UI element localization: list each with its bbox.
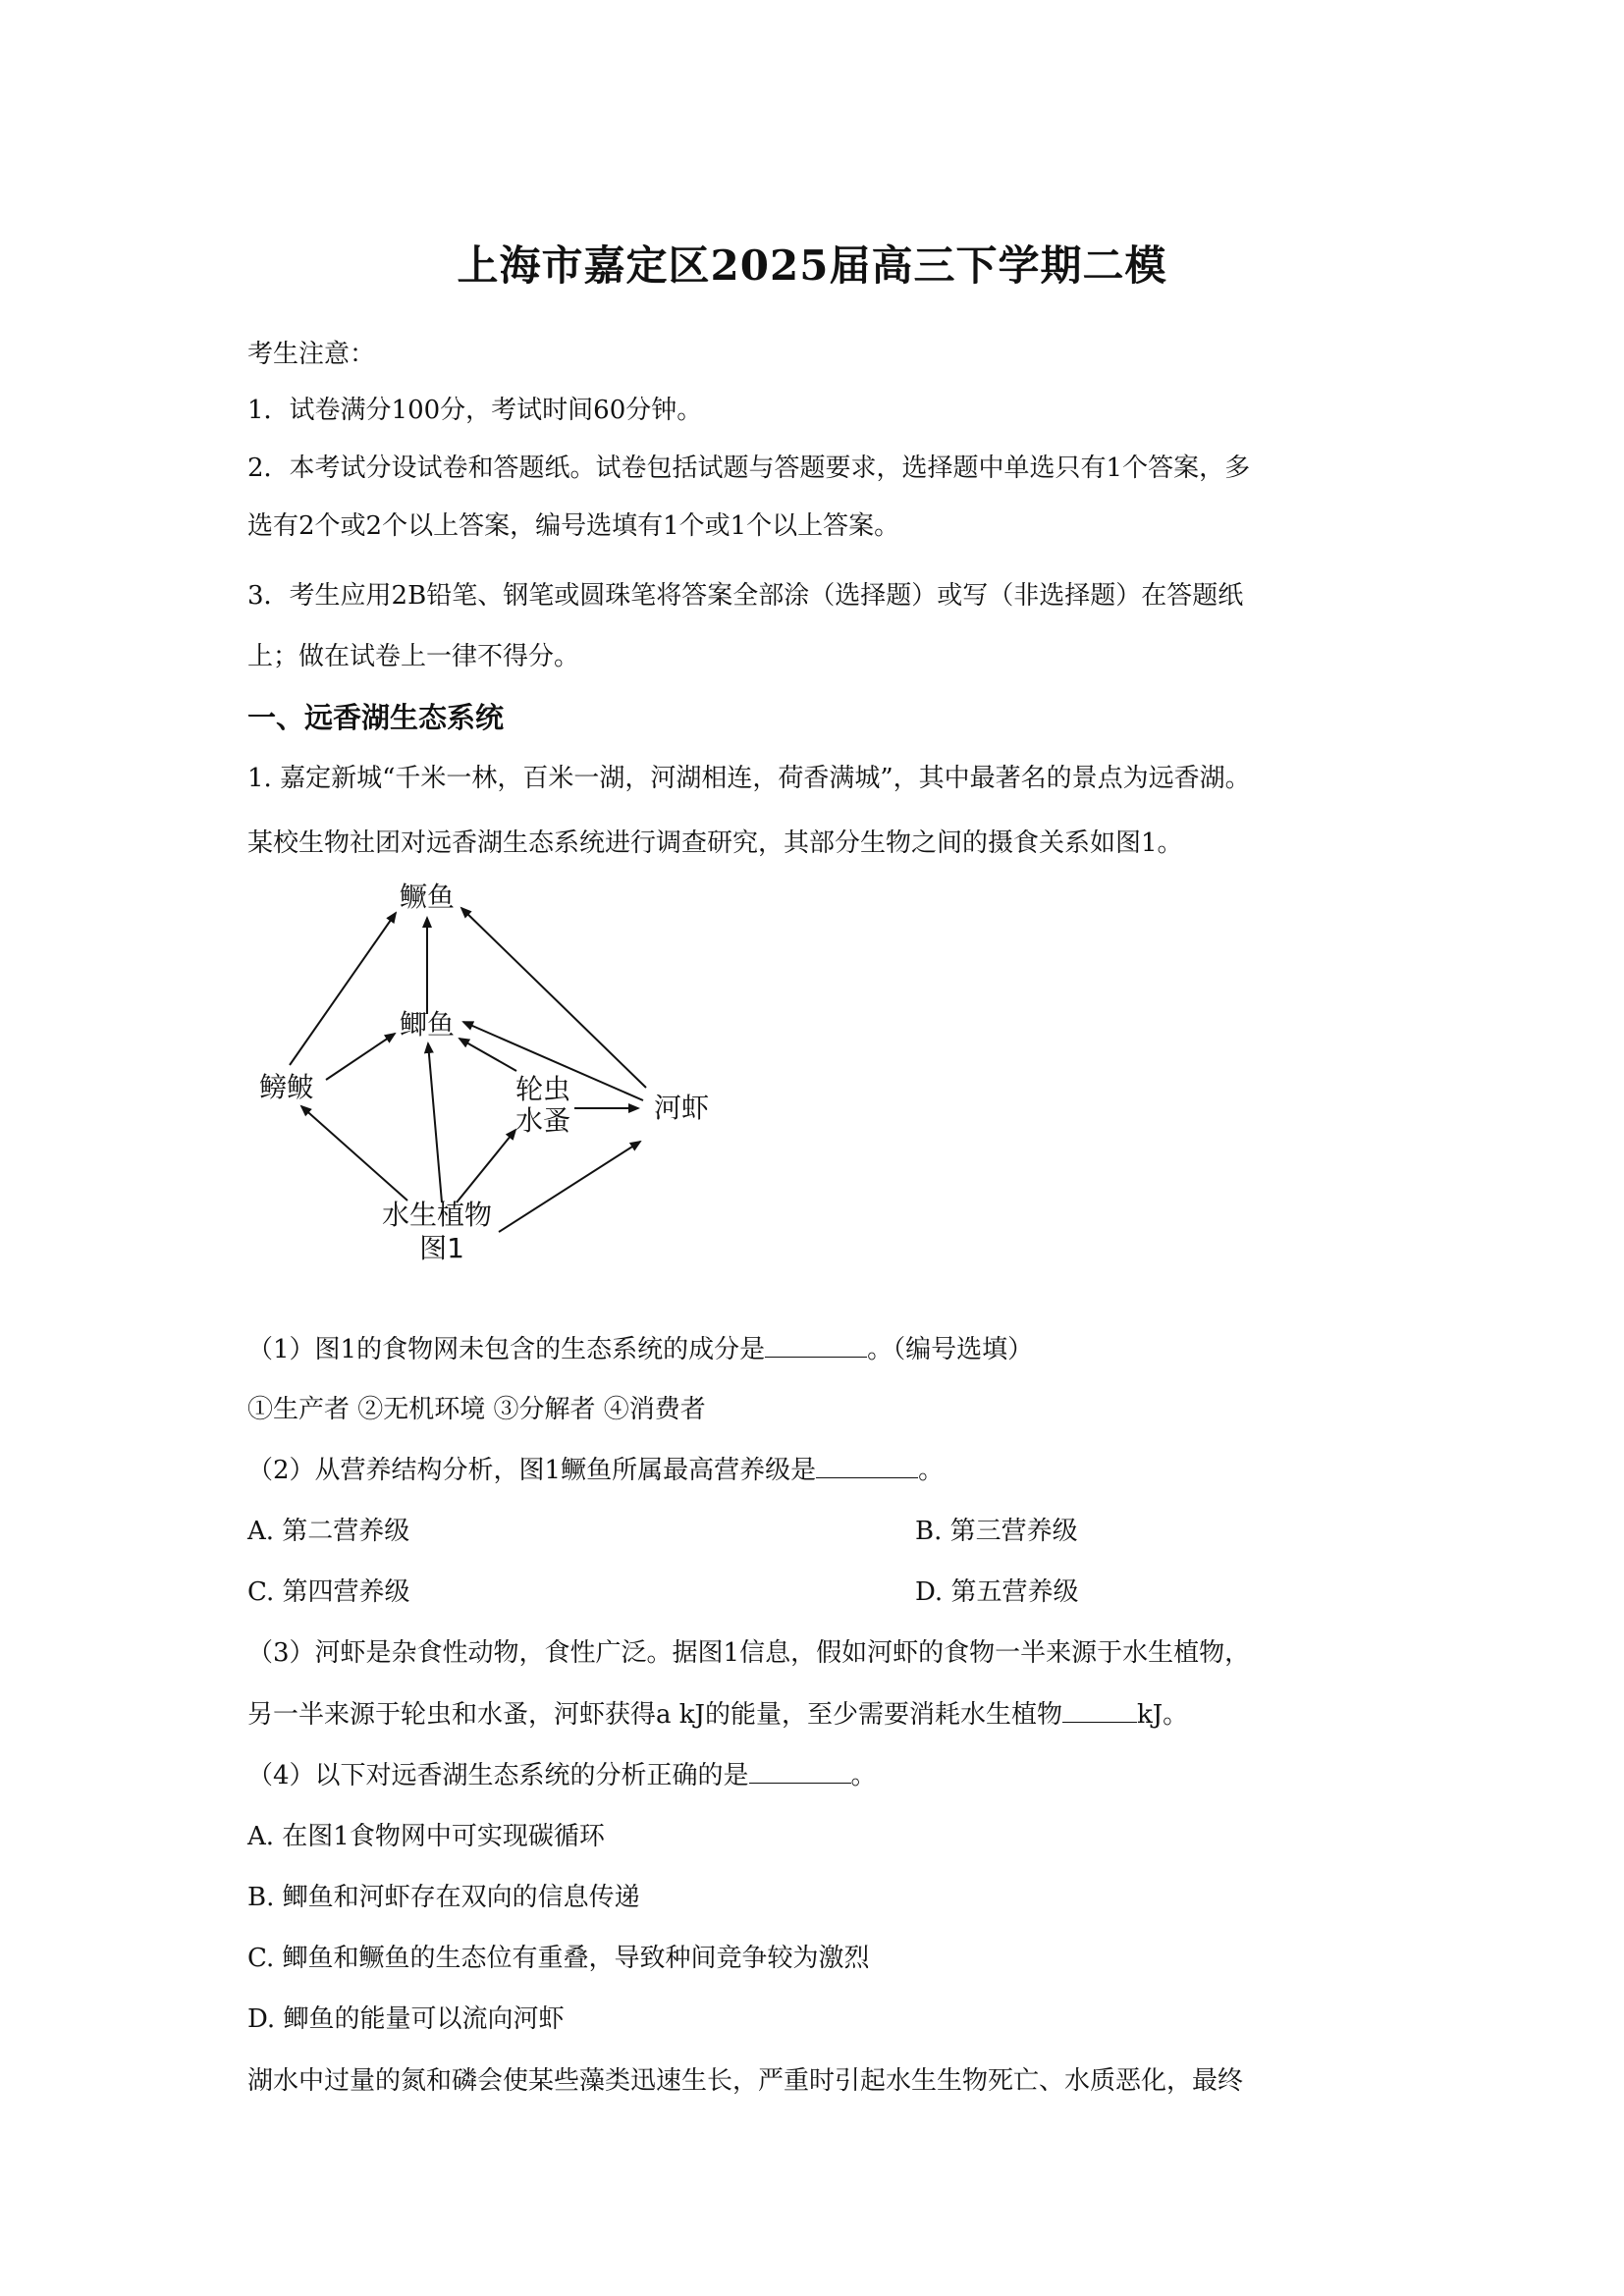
- food-web-arrow: [301, 1106, 407, 1201]
- answer-blank: [765, 1335, 867, 1358]
- node-top: 鳜鱼: [399, 881, 456, 913]
- question-intro: 某校生物社团对远香湖生态系统进行调查研究，其部分生物之间的摄食关系如图1。: [247, 828, 1183, 858]
- option: B. 第三营养级: [915, 1517, 1078, 1546]
- question-2: （2）从营养结构分析，图1鳜鱼所属最高营养级是 。: [247, 1456, 945, 1485]
- food-web-arrow: [460, 1039, 516, 1071]
- section-heading: 一、远香湖生态系统: [247, 701, 505, 734]
- food-web-arrow: [428, 1043, 442, 1202]
- food-web-arrow: [326, 1034, 395, 1080]
- question-4: （4）以下对远香湖生态系统的分析正确的是 。: [247, 1761, 877, 1790]
- notice-heading: 考生注意：: [247, 340, 376, 369]
- answer-blank: [749, 1761, 851, 1784]
- notice-item: 1．试卷满分100分，考试时间60分钟。: [247, 396, 703, 425]
- question-3-cont: 另一半来源于轮虫和水蚤，河虾获得a kJ的能量，至少需要消耗水生植物 kJ。: [247, 1700, 1189, 1730]
- node-right: 河虾: [653, 1092, 710, 1124]
- food-web-figure: [245, 879, 717, 1271]
- figure-caption: 图1: [419, 1232, 464, 1264]
- question-1: （1）图1的食物网未包含的生态系统的成分是 。（编号选填）: [247, 1335, 1034, 1364]
- answer-blank: [1062, 1700, 1137, 1723]
- option: C. 鲫鱼和鳜鱼的生态位有重叠，导致种间竞争较为激烈: [247, 1944, 870, 1973]
- option: B. 鲫鱼和河虾存在双向的信息传递: [247, 1883, 640, 1912]
- option: D. 鲫鱼的能量可以流向河虾: [247, 2004, 565, 2034]
- paragraph: 湖水中过量的氮和磷会使某些藻类迅速生长，严重时引起水生生物死亡、水质恶化，最终: [247, 2066, 1244, 2096]
- node-center-2: 水蚤: [514, 1104, 571, 1137]
- food-web-arrow: [290, 913, 396, 1065]
- notice-item: 2．本考试分设试卷和答题纸。试卷包括试题与答题要求，选择题中单选只有1个答案，多: [247, 454, 1251, 483]
- node-middle: 鲫鱼: [399, 1008, 456, 1041]
- node-center-1: 轮虫: [514, 1073, 571, 1105]
- question-1-choices: ①生产者 ②无机环境 ③分解者 ④消费者: [247, 1395, 706, 1424]
- option: A. 在图1食物网中可实现碳循环: [247, 1822, 605, 1851]
- question-3: （3）河虾是杂食性动物，食性广泛。据图1信息，假如河虾的食物一半来源于水生植物，: [247, 1638, 1251, 1668]
- node-bottom: 水生植物: [381, 1199, 493, 1231]
- notice-item: 3．考生应用2B铅笔、钢笔或圆珠笔将答案全部涂（选择题）或写（非选择题）在答题纸: [247, 581, 1244, 611]
- node-left: 鳑鲏: [258, 1071, 315, 1103]
- option: D. 第五营养级: [915, 1577, 1079, 1607]
- option: C. 第四营养级: [247, 1577, 410, 1607]
- notice-item: 选有2个或2个以上答案，编号选填有1个或1个以上答案。: [247, 511, 900, 541]
- food-web-arrow: [499, 1142, 640, 1232]
- notice-item: 上；做在试卷上一律不得分。: [247, 642, 580, 671]
- question-intro: 1. 嘉定新城“千米一林，百米一湖，河湖相连，荷香满城”，其中最著名的景点为远香湖。: [247, 764, 1251, 793]
- answer-blank: [816, 1456, 918, 1478]
- food-web-arrow: [457, 1130, 515, 1202]
- page-title: 上海市嘉定区2025届高三下学期二模: [457, 241, 1167, 290]
- option: A. 第二营养级: [247, 1517, 410, 1546]
